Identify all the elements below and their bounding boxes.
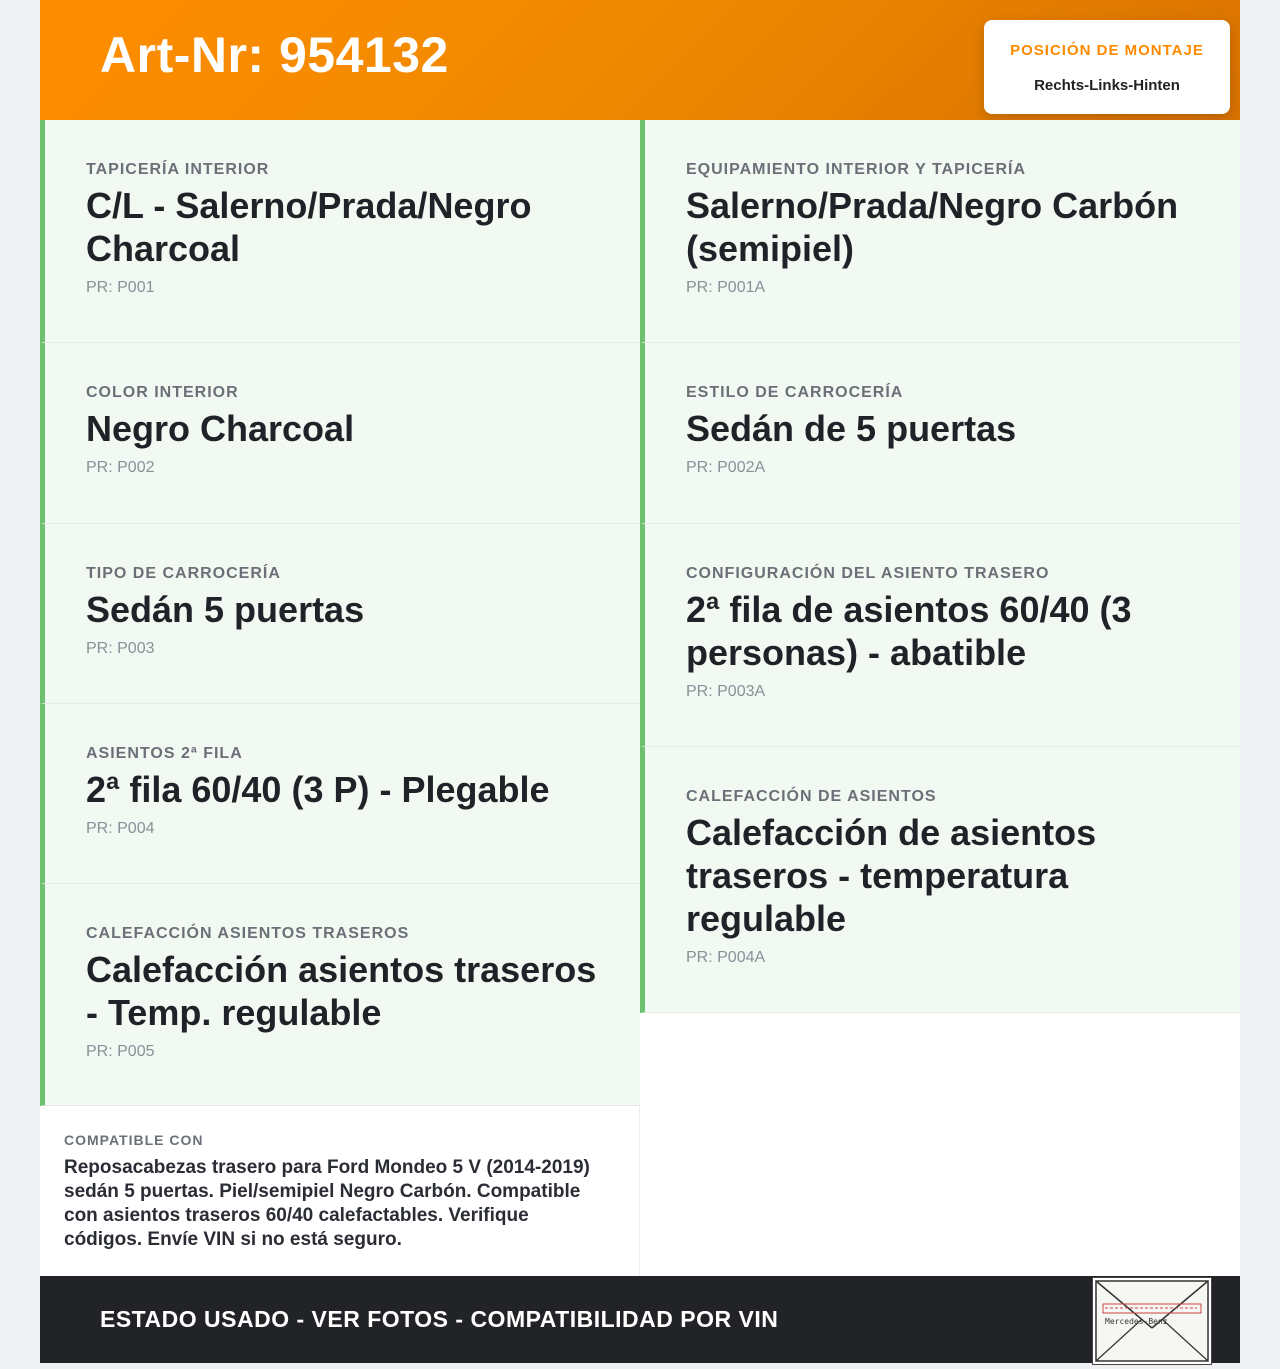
- spec-pr-code: PR: P002: [86, 459, 155, 476]
- spec-pr-code: PR: P004: [86, 820, 155, 837]
- spec-label: TAPICERÍA INTERIOR: [86, 161, 270, 178]
- spec-label: CALEFACCIÓN DE ASIENTOS: [686, 788, 937, 805]
- spec-card: [640, 524, 1240, 747]
- label-stamp-image: [1092, 1277, 1212, 1365]
- spec-value: Calefacción asientos traseros - Temp. regulable: [86, 949, 597, 1033]
- spec-card: [640, 747, 1240, 1013]
- spec-pr-code: PR: P001A: [686, 279, 766, 296]
- spec-card: [40, 120, 640, 343]
- footer-condition-text: ESTADO USADO - VER FOTOS - COMPATIBILIDAD POR VIN: [100, 1306, 779, 1332]
- spec-card: [40, 704, 640, 884]
- spec-value: Sedán 5 puertas: [86, 589, 365, 630]
- spec-value: 2ª fila de asientos 60/40 (3 personas) - abatible: [686, 589, 1132, 673]
- header-bar: [40, 0, 1240, 120]
- spec-value: Calefacción de asientos traseros - temperatura regulable: [686, 812, 1097, 939]
- spec-card: [640, 120, 1240, 343]
- spec-card: [640, 343, 1240, 524]
- spec-card: [40, 524, 640, 704]
- envelope-icon: [1093, 1278, 1211, 1364]
- footer-bar: [40, 1276, 1240, 1363]
- spec-column-left: [40, 120, 640, 1106]
- mount-position-badge: [984, 20, 1230, 114]
- spec-value: Negro Charcoal: [86, 408, 355, 449]
- spec-pr-code: PR: P001: [86, 279, 155, 296]
- spec-card: [40, 884, 640, 1106]
- spec-pr-code: PR: P005: [86, 1043, 155, 1060]
- spec-value: Salerno/Prada/Negro Carbón (semipiel): [686, 185, 1179, 269]
- compatibility-section: [40, 1106, 640, 1276]
- spec-card: [40, 343, 640, 524]
- spec-label: CALEFACCIÓN ASIENTOS TRASEROS: [86, 925, 410, 942]
- spec-label: TIPO DE CARROCERÍA: [86, 565, 281, 582]
- spec-label: ESTILO DE CARROCERÍA: [686, 384, 904, 401]
- stamp-brand-text: Mercedes-Benz: [1105, 1317, 1168, 1326]
- spec-label: CONFIGURACIÓN DEL ASIENTO TRASERO: [686, 565, 1050, 582]
- compatibility-label: COMPATIBLE CON: [64, 1132, 204, 1148]
- spec-label: COLOR INTERIOR: [86, 384, 239, 401]
- product-sheet: [40, 0, 1240, 1363]
- spec-pr-code: PR: P004A: [686, 949, 766, 966]
- spec-pr-code: PR: P002A: [686, 459, 766, 476]
- article-number: Art-Nr: 954132: [100, 27, 449, 83]
- spec-label: ASIENTOS 2ª FILA: [86, 745, 243, 762]
- spec-pr-code: PR: P003: [86, 640, 155, 657]
- spec-label: EQUIPAMIENTO INTERIOR Y TAPICERÍA: [686, 161, 1026, 178]
- mount-position-value: Rechts-Links-Hinten: [1034, 77, 1180, 94]
- spec-pr-code: PR: P003A: [686, 683, 766, 700]
- spec-column-right: [640, 120, 1240, 1013]
- spec-value: C/L - Salerno/Prada/Negro Charcoal: [86, 185, 532, 269]
- compatibility-text: Reposacabezas trasero para Ford Mondeo 5 V (2014-2019) sedán 5 puertas. Piel/semipiel Negro Carbón. Compatible con asientos traseros 60/40 calefactables. Verifique códigos. Envíe VIN si no está seguro.: [64, 1157, 590, 1250]
- spec-value: Sedán de 5 puertas: [686, 408, 1017, 449]
- mount-position-title: POSICIÓN DE MONTAJE: [1010, 42, 1204, 59]
- spec-value: 2ª fila 60/40 (3 P) - Plegable: [86, 769, 550, 810]
